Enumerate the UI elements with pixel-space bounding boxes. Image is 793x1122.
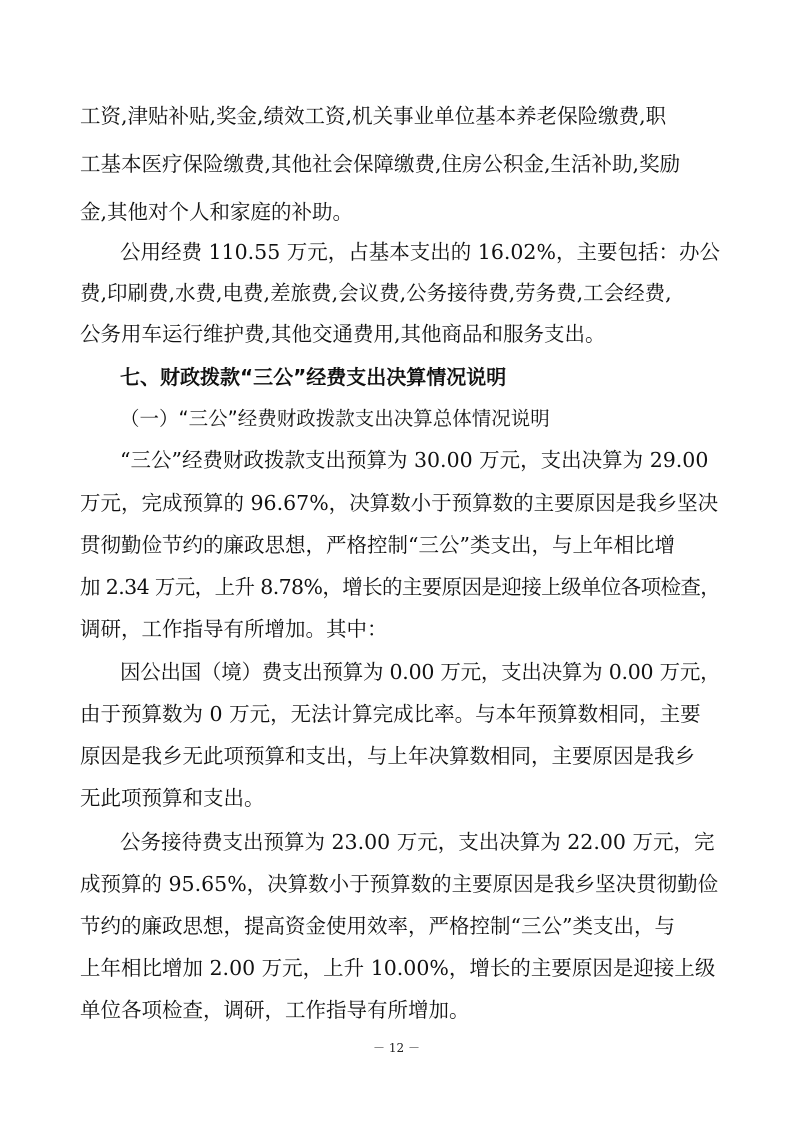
paragraph-line: 上年相比增加 2.00 万元，上升 10.00%，增长的主要原因是迎接上级 <box>80 956 716 980</box>
paragraph-line: 由于预算数为 0 万元，无法计算完成比率。与本年预算数相同，主要 <box>80 702 701 726</box>
paragraph-line: 金,其他对个人和家庭的补助。 <box>80 200 354 224</box>
paragraph-line: 单位各项检查，调研，工作指导有所增加。 <box>80 998 470 1022</box>
subsection-heading: （一）“三公”经费财政拨款支出决算总体情况说明 <box>120 407 550 430</box>
paragraph-line: 费,印刷费,水费,电费,差旅费,会议费,公务接待费,劳务费,工会经费, <box>80 281 672 305</box>
paragraph-line: 公务用车运行维护费,其他交通费用,其他商品和服务支出。 <box>80 322 606 346</box>
paragraph-line: 调研，工作指导有所增加。其中： <box>80 617 388 641</box>
paragraph-line: 公务接待费支出预算为 23.00 万元，支出决算为 22.00 万元，完 <box>120 830 715 854</box>
paragraph-line: “三公”经费财政拨款支出预算为 30.00 万元，支出决算为 29.00 <box>120 448 709 472</box>
paragraph-line: 工资,津贴补贴,奖金,绩效工资,机关事业单位基本养老保险缴费,职 <box>80 104 667 128</box>
paragraph-line: 贯彻勤俭节约的廉政思想，严格控制“三公”类支出，与上年相比增 <box>80 533 675 557</box>
paragraph-line: 工基本医疗保险缴费,其他社会保障缴费,住房公积金,生活补助,奖励 <box>80 152 681 176</box>
paragraph-line: 加 2.34 万元，上升 8.78%，增长的主要原因是迎接上级单位各项检查， <box>80 575 720 599</box>
paragraph-line: 成预算的 95.65%，决算数小于预算数的主要原因是我乡坚决贯彻勤俭 <box>80 872 719 896</box>
paragraph-line: 因公出国（境）费支出预算为 0.00 万元，支出决算为 0.00 万元， <box>120 660 720 684</box>
paragraph-line: 节约的廉政思想，提高资金使用效率，严格控制“三公”类支出，与 <box>80 914 675 938</box>
page-number: － 12 － <box>373 1041 420 1055</box>
paragraph-line: 万元，完成预算的 96.67%，决算数小于预算数的主要原因是我乡坚决 <box>80 491 719 515</box>
paragraph-line: 公用经费 110.55 万元，占基本支出的 16.02%，主要包括：办公 <box>120 240 720 264</box>
paragraph-line: 无此项预算和支出。 <box>80 786 265 810</box>
paragraph-line: 原因是我乡无此项预算和支出，与上年决算数相同，主要原因是我乡 <box>80 744 695 768</box>
section-heading: 七、财政拨款“三公”经费支出决算情况说明 <box>120 365 507 389</box>
